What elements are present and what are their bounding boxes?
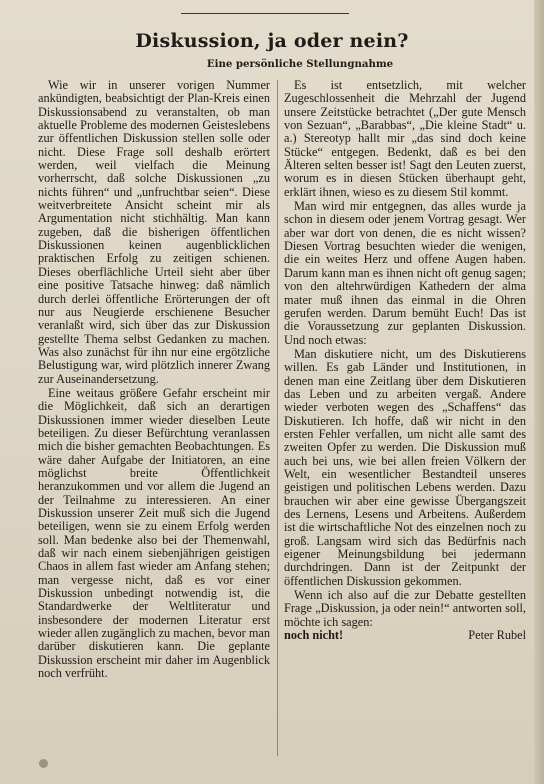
paragraph: Wie wir in unserer vorigen Nummer ankündigten, beabsichtigt der Plan-Kreis einen Diskussionsabend zu veranstalten, ob man aktuelle Probleme des modernen Geisteslebens zur öffentlichen Diskussion stellen solle oder nicht. Diese Frage soll deshalb erörtert werden, weil vielfach die Meinung vorherrscht, daß solche Diskussionen „zu nichts führen“ und „unfruchtbar seien“. Diese weitverbreitete Ansicht scheint mir als Argumentation nicht stichhältig. Man kann zugeben, daß die bisherigen öffentlichen Diskussionen keinen augenblicklichen praktischen Erfolg zu zeitigen schienen. Dieses oberflächliche Urteil sieht aber über eine positive Tatsache hinweg: daß nämlich durch derlei öffentliche Erörterungen der oft nur aus Neugierde erschienene Besucher veranlaßt wird, sich über das zur Diskussion gestellte Thema selbst Gedanken zu machen. Was also zunächst für ihn nur eine ergötzliche Belustigung war, wird plötzlich innerer Zwang zur Auseinandersetzung. (38, 78, 270, 386)
closing-text: Wenn ich also auf die zur Debatte gestellten Frage „Diskussion, ja oder nein!“ antworten soll, möchte ich sagen: (284, 588, 526, 629)
left-column (38, 79, 270, 680)
paragraph: Eine weitaus größere Gefahr erscheint mir die Möglichkeit, daß sich an derartigen Diskussionen immer wieder dieselben Leute beteiligen. Zu dieser Befürchtung veranlassen mich die bisher gemachten Beobachtungen. Es wäre daher Aufgabe der Initiatoren, an eine möglichst breite Öffentlichkeit heranzukommen und vor allem die Jugend an der Teilnahme zu interessieren. An einer Diskussion unserer Zeit muß sich die Jugend beteiligen, wenn sie zu einem Erfolg werden soll. Man bedenke also bei der Themenwahl, daß wir nach einem siebenjährigen geistigen Chaos in allem fast wieder am Anfang stehen; man vergesse nicht, daß es vor einer Diskussion unbedingt notwendig ist, die Standardwerke der Weltliteratur und insbesondere der modernen Literatur erst wieder allen zugänglich zu machen, bevor man darüber diskutieren kann. Die geplante Diskussion erscheint mir daher im Augenblick noch verfrüht. (38, 385, 270, 681)
signature-line (284, 629, 526, 642)
paragraph: Man wird mir entgegnen, das alles wurde ja schon in diesem oder jenem Vortrag gesagt. Wer aber war dort von denen, die es nicht wissen? Diesen Vortrag besuchten wieder die wenigen, die ein weites Herz und offene Augen haben. Darum kann man es ihnen nicht oft genug sagen; von den altehrwürdigen Kathedern der alma mater muß ihnen das einmal in die Ohren gerufen werden. Darum bemüht Euch! Das ist die Voraussetzung zur geplanten Diskussion. Und noch etwas: (284, 199, 526, 347)
article-headline: Diskussion, ja oder nein? (135, 30, 409, 52)
top-rule (181, 13, 349, 14)
right-column (284, 79, 526, 642)
page-fold-shadow (534, 0, 544, 784)
paragraph: Es ist entsetzlich, mit welcher Zugeschlossenheit die Mehrzahl der Jugend unsere Zeitstücke betrachtet („Der gute Mensch von Sezuan“, „Barabbas“, „Die kleine Stadt“ u. a.) Stereotyp hallt mir „das sind doch keine Stücke“ entgegen. Bedenkt, daß es bei den Älteren selten besser ist! Sagt den Leuten zuerst, worum es in diesen Stücken überhaupt geht, erklärt ihnen, wieso es zu diesem Stil kommt. (284, 78, 526, 199)
closing-answer: noch nicht! (284, 628, 344, 643)
paragraph: Man diskutiere nicht, um des Diskutierens willen. Es gab Länder und Institutionen, in denen man eine Zeitlang über dem Diskutieren das Leben und zu arbeiten vergaß. Andere wieder verboten wegen des „Schaffens“ das Diskutieren. Ich hoffe, daß wir nicht in den ersten Fehler verfallen, um nicht alle samt des zweiten Opfer zu werden. Die Diskussion muß auch bei uns, wie bei allen freien Völkern der Welt, ein wesentlicher Bestandteil unseres geistigen und politischen Lebens werden. Dazu brauchen wir aber eine gewisse Übergangszeit des Lernens, Lesens und Arbeitens. Außerdem ist die wirtschaftliche Not des einzelnen noch zu groß. Langsam wird sich das Bedürfnis nach eigener Meinungsbildung bei jedermann durchdringen. Dann ist der Zeitpunkt der öffentlichen Diskussion gekommen. (284, 346, 526, 588)
paper-stain (39, 759, 48, 768)
article-subheadline: Eine persönliche Stellungnahme (206, 58, 394, 70)
closing-paragraph (284, 589, 526, 629)
author-name: Peter Rubel (468, 628, 526, 643)
column-divider (277, 80, 278, 756)
